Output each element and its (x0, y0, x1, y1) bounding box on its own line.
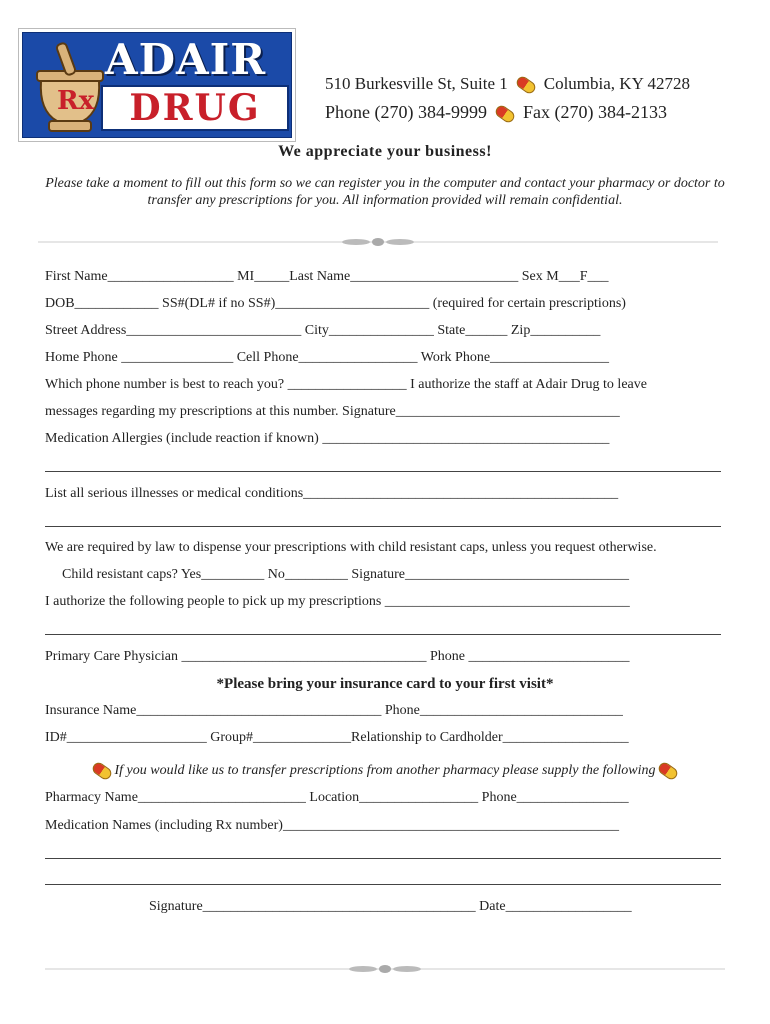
logo-panel (22, 32, 292, 138)
messages-signature-row[interactable]: messages regarding my prescriptions at this number. Signature________________________________ (45, 404, 620, 419)
id-group-row[interactable]: ID#____________________ Group#______________Relationship to Cardholder__________________ (45, 730, 629, 745)
tagline: We appreciate your business! (278, 143, 492, 160)
logo-text-bottom: DRUG (129, 87, 261, 129)
physician-row[interactable]: Primary Care Physician ___________________________________ Phone _______________________ (45, 649, 630, 664)
pharmacy-row[interactable]: Pharmacy Name________________________ Location_________________ Phone________________ (45, 790, 629, 805)
blank-line[interactable] (45, 526, 721, 527)
address-line (325, 74, 690, 94)
final-signature-row[interactable]: Signature_______________________________________ Date__________________ (149, 899, 632, 914)
street-address: 510 Burkesville St, Suite 1 (325, 74, 508, 93)
contact-line (325, 102, 667, 123)
blank-line[interactable] (45, 471, 721, 472)
conditions-row[interactable]: List all serious illnesses or medical conditions_____________________________________________ (45, 486, 619, 501)
phone-number: Phone (270) 384-9999 (325, 102, 487, 122)
dob-ssn-row[interactable]: DOB____________ SS#(DL# if no SS#)______________________ (required for certain prescriptions) (45, 296, 626, 311)
transfer-note-text: If you would like us to transfer prescriptions from another pharmacy please supply the following (114, 763, 656, 778)
medication-names-row[interactable]: Medication Names (including Rx number)________________________________________________ (45, 818, 619, 833)
blank-line[interactable] (45, 858, 721, 859)
pill-icon (493, 103, 516, 124)
allergies-row[interactable]: Medication Allergies (include reaction if known) _________________________________________ (45, 431, 610, 446)
insurance-row[interactable]: Insurance Name___________________________________ Phone_____________________________ (45, 703, 623, 718)
logo-text-top: ADAIR (105, 35, 267, 84)
logo-text-bottom-box (101, 85, 289, 131)
pill-icon (91, 760, 114, 781)
svg-text:Rx: Rx (57, 86, 95, 116)
adair-drug-logo (18, 28, 296, 142)
blank-line[interactable] (45, 884, 721, 885)
intro-text: Please take a moment to fill out this form so we can register you in the computer and contact your pharmacy or doctor to transfer any prescriptions for you. All information provided will remain confidential. (45, 176, 725, 208)
transfer-note (0, 763, 770, 779)
fax-number: Fax (270) 384-2133 (522, 102, 667, 122)
pill-icon (514, 74, 537, 95)
address-row[interactable]: Street Address_________________________ City_______________ State______ Zip__________ (45, 323, 601, 338)
name-row[interactable]: First Name__________________ MI_____Last Name________________________ Sex M___F___ (45, 269, 609, 284)
ornamental-divider (45, 964, 725, 974)
ornamental-divider (38, 237, 718, 247)
child-caps-notice: We are required by law to dispense your prescriptions with child resistant caps, unless you request otherwise. (45, 540, 657, 555)
pill-icon (656, 760, 679, 781)
insurance-note: *Please bring your insurance card to your first visit* (216, 676, 554, 692)
best-phone-row[interactable]: Which phone number is best to reach you? _________________ I authorize the staff at Adair Drug to leave (45, 377, 647, 392)
mortar-pestle-icon (31, 41, 111, 137)
phones-row[interactable]: Home Phone ________________ Cell Phone_________________ Work Phone_________________ (45, 350, 610, 365)
authorized-pickup-row[interactable]: I authorize the following people to pick up my prescriptions ___________________________________ (45, 594, 630, 609)
child-caps-row[interactable]: Child resistant caps? Yes_________ No_________ Signature________________________________ (62, 567, 629, 582)
city-state-zip: Columbia, KY 42728 (543, 74, 690, 93)
blank-line[interactable] (45, 634, 721, 635)
